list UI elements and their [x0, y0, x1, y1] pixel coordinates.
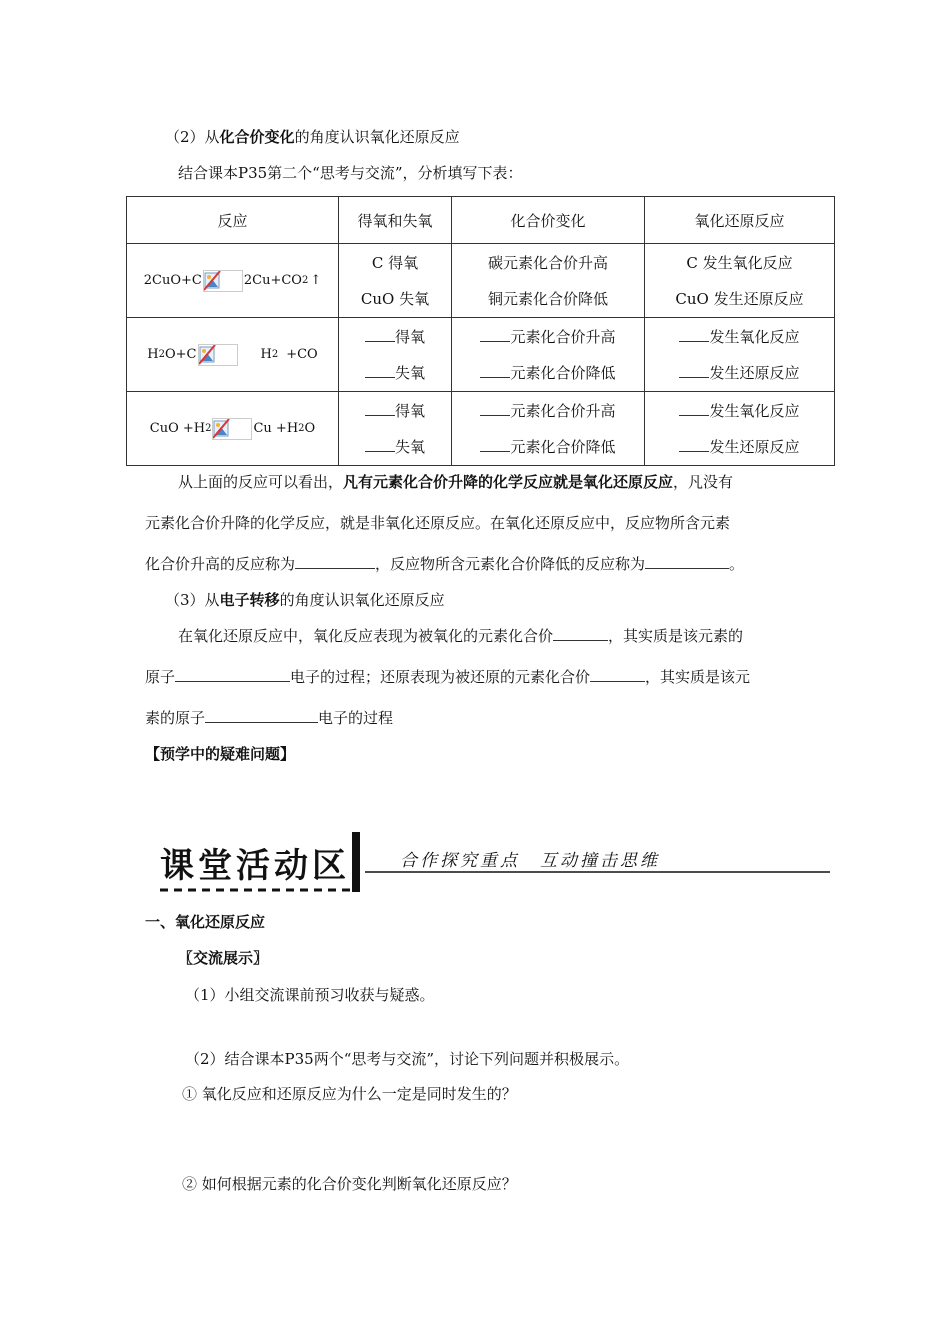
cell-line: 铜元素化合价降低 — [487, 289, 608, 308]
fill-blank[interactable] — [480, 403, 510, 416]
table-row — [127, 392, 835, 466]
bold-text: 电子转移 — [219, 591, 280, 609]
valence-cell — [452, 392, 645, 466]
item2: （2）结合课本P35两个“思考与交流”，讨论下列问题并积极展示。 — [185, 1050, 630, 1068]
fill-blank[interactable] — [365, 439, 395, 452]
reaction-equation — [127, 318, 339, 392]
cell-line: 发生还原反应 — [709, 363, 800, 382]
valence-cell — [452, 318, 645, 392]
broken-image-icon — [204, 271, 242, 291]
fill-blank[interactable] — [679, 329, 709, 342]
oxygen-cell — [339, 392, 452, 466]
eq-right: H — [260, 347, 272, 362]
eq-subscript: 2 — [271, 349, 279, 360]
text-span: （3）从 — [165, 591, 220, 609]
valence-cell — [452, 244, 645, 318]
fill-blank[interactable] — [679, 439, 709, 452]
redox-cell — [645, 318, 835, 392]
gas-arrow: ↑ — [310, 273, 322, 288]
table-header-row — [127, 197, 835, 244]
para1-line2: 元素化合价升降的化学反应，就是非氧化还原反应。在氧化还原反应中，反应物所含元素 — [145, 514, 731, 532]
fill-blank[interactable] — [480, 329, 510, 342]
cell-line: 得氧 — [394, 327, 425, 346]
section2-instruction: 结合课本P35第二个“思考与交流”，分析填写下表： — [178, 164, 523, 182]
text-span: 从上面的反应可以看出， — [178, 473, 344, 491]
section3-line3 — [145, 708, 393, 728]
section3-heading — [165, 590, 445, 610]
cell-line: 发生氧化反应 — [709, 327, 800, 346]
para1-line1 — [178, 472, 733, 492]
fill-blank[interactable] — [175, 667, 290, 682]
cell-line: 得氧 — [394, 401, 425, 420]
text-span: 原子 — [145, 668, 176, 686]
reaction-condition-image — [198, 344, 238, 366]
fill-blank[interactable] — [295, 554, 375, 569]
cell-line: CuO 发生还原反应 — [675, 289, 804, 308]
fill-blank[interactable] — [679, 403, 709, 416]
text-span: 的角度认识氧化还原反应 — [279, 591, 445, 609]
text-span: 电子的过程；还原表现为被还原的元素化合价 — [290, 668, 591, 686]
eq-subscript: 2 — [298, 423, 305, 434]
question-1: ① 氧化反应和还原反应为什么一定是同时发生的？ — [182, 1085, 517, 1103]
eq-left: CuO +H — [149, 421, 206, 436]
fill-blank[interactable] — [645, 554, 729, 569]
text-span: 在氧化还原反应中，氧化反应表现为被氧化的元素化合价 — [178, 627, 554, 645]
eq-right: Cu +H — [253, 421, 299, 436]
reaction-table — [126, 196, 835, 466]
section2-prefix: （2）从 — [165, 128, 220, 146]
cell-line: 元素化合价升高 — [510, 401, 616, 420]
table-header: 化合价变化 — [452, 197, 645, 244]
cell-line: 碳元素化合价升高 — [487, 253, 608, 272]
fill-blank[interactable] — [480, 439, 510, 452]
cell-line: CuO 失氧 — [360, 289, 430, 308]
eq-right: 2Cu+CO — [243, 273, 302, 288]
section2-bold: 化合价变化 — [219, 128, 295, 146]
broken-image-icon — [199, 345, 237, 365]
eq-subscript: 2 — [158, 349, 165, 360]
cell-line: 失氧 — [394, 363, 425, 382]
question-2: ② 如何根据元素的化合价变化判断氧化还原反应？ — [182, 1175, 517, 1193]
redox-cell — [645, 244, 835, 318]
reaction-condition-image — [203, 270, 243, 292]
fill-blank[interactable] — [365, 365, 395, 378]
section2-heading — [165, 127, 460, 147]
difficult-questions-heading: 【预学中的疑难问题】 — [145, 745, 296, 763]
cell-line: C 发生氧化反应 — [686, 253, 793, 272]
cell-line: 元素化合价升高 — [510, 327, 616, 346]
eq-right: +CO — [286, 347, 318, 362]
fill-blank[interactable] — [553, 626, 608, 641]
fill-blank[interactable] — [480, 365, 510, 378]
table-header: 氧化还原反应 — [645, 197, 835, 244]
cell-line: C 得氧 — [371, 253, 419, 272]
cell-line: 元素化合价降低 — [510, 363, 616, 382]
banner-subtitle: 合作探究重点 互动撞击思维 — [400, 851, 660, 871]
eq-left: O+C — [165, 347, 197, 362]
text-span: 素的原子 — [145, 709, 206, 727]
eq-subscript: 2 — [301, 275, 309, 286]
eq-subscript: 2 — [205, 423, 212, 434]
text-span: 化合价升高的反应称为 — [145, 555, 296, 573]
table-header: 反应 — [127, 197, 339, 244]
reaction-equation — [127, 392, 339, 466]
text-span: ，反应物所含元素化合价降低的反应称为 — [375, 555, 646, 573]
cell-line: 元素化合价降低 — [510, 437, 616, 456]
table-row — [127, 318, 835, 392]
text-span: 电子的过程 — [318, 709, 394, 727]
fill-blank[interactable] — [365, 329, 395, 342]
cell-line: 发生氧化反应 — [709, 401, 800, 420]
text-span: ，其实质是该元素的 — [608, 627, 744, 645]
fill-blank[interactable] — [365, 403, 395, 416]
eq-left: H — [147, 347, 159, 362]
item1: （1）小组交流课前预习收获与疑惑。 — [185, 986, 435, 1004]
section2-suffix: 的角度认识氧化还原反应 — [294, 128, 460, 146]
fill-blank[interactable] — [679, 365, 709, 378]
banner-title: 课堂活动区 — [160, 846, 350, 886]
part1-heading: 一、氧化还原反应 — [145, 913, 266, 931]
oxygen-cell — [339, 244, 452, 318]
eq-left: 2CuO+C — [143, 273, 202, 288]
broken-image-icon — [213, 419, 251, 439]
cell-line: 发生还原反应 — [709, 437, 800, 456]
redox-cell — [645, 392, 835, 466]
reaction-equation — [127, 244, 339, 318]
text-span: ，其实质是该元 — [645, 668, 751, 686]
bold-text: 凡有元素化合价升降的化学反应就是氧化还原反应 — [343, 473, 674, 491]
exchange-heading: 〖交流展示〗 — [178, 949, 269, 967]
oxygen-cell — [339, 318, 452, 392]
cell-line: 失氧 — [394, 437, 425, 456]
section3-line2 — [145, 667, 750, 687]
table-row — [127, 244, 835, 318]
eq-right: O — [304, 421, 316, 436]
text-span: ，凡没有 — [673, 473, 734, 491]
table-header: 得氧和失氧 — [339, 197, 452, 244]
fill-blank[interactable] — [590, 667, 645, 682]
fill-blank[interactable] — [205, 708, 318, 723]
reaction-condition-image — [212, 418, 252, 440]
section3-line1 — [178, 626, 743, 646]
para1-line3 — [145, 554, 744, 574]
text-span: 。 — [729, 555, 745, 573]
